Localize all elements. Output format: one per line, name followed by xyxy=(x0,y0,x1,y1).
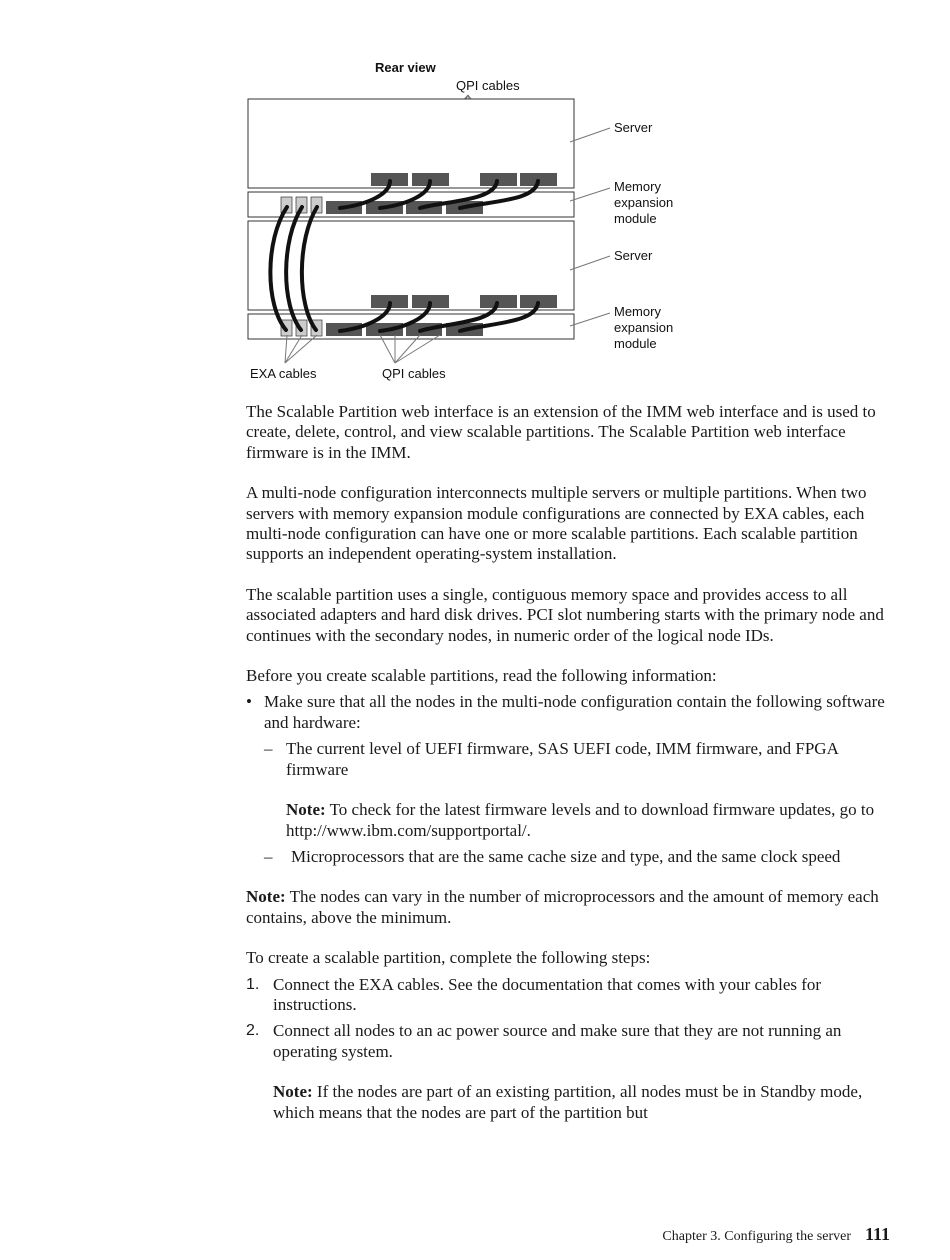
paragraph-before-you-create: Before you create scalable partitions, read the following information: xyxy=(246,666,717,686)
requirement-text: • Make sure that all the nodes in the multi-node configuration contain the following software and hardware: xyxy=(264,692,885,732)
sub-item-microprocessors-text: Microprocessors that are the same cache size and type, and the same clock speed xyxy=(291,846,841,866)
note-label: Note: xyxy=(286,800,326,820)
note-label: Note: xyxy=(273,1082,313,1102)
step-item xyxy=(246,975,896,1016)
label-server-2: Server xyxy=(614,248,653,263)
firmware-note xyxy=(286,800,896,841)
label-memory-module-2-line1: Memory xyxy=(614,304,661,319)
firmware-note-text: To check for the latest firmware levels and to download firmware updates, go to http://www.ibm.com/supportportal/. xyxy=(286,800,875,840)
paragraph-multi-node: A multi-node configuration interconnects multiple servers or multiple partitions. When two servers with memory expansion module configurations are connected by EXA cables, each multi-node configuration can have one or more scalable partitions. Each scalable partition supports an independent operating-system installation. xyxy=(246,483,867,564)
rear-view-diagram xyxy=(240,55,690,390)
paragraph-memory-space: The scalable partition uses a single, contiguous memory space and provides access to all associated adapters and hard disk drives. PCI slot numbering starts with the primary node and continues with the secondary nodes, in numeric order of the logical node IDs. xyxy=(246,584,884,645)
step-note-text: If the nodes are part of an existing partition, all nodes must be in Standby mode, which means that the nodes are part of the partition but xyxy=(273,1082,863,1122)
label-memory-module-2-line3: module xyxy=(614,336,657,351)
step-item xyxy=(246,1021,896,1123)
step-note xyxy=(273,1082,896,1123)
note-nodes-vary xyxy=(246,887,896,928)
dash-marker: – xyxy=(264,846,273,866)
sub-item-firmware-text: The current level of UEFI firmware, SAS UEFI code, IMM firmware, and FPGA firmware xyxy=(286,739,838,779)
note-nodes-vary-text: The nodes can vary in the number of microprocessors and the amount of memory each contains, above the minimum. xyxy=(246,887,879,927)
document-body xyxy=(246,402,896,1123)
requirements-list xyxy=(246,692,896,867)
page-footer xyxy=(662,1224,890,1245)
step-text: Connect all nodes to an ac power source and make sure that they are not running an operating system. xyxy=(273,1021,842,1061)
qpi-cables-bottom-label: QPI cables xyxy=(382,366,446,381)
label-memory-module-1-line3: module xyxy=(614,211,657,226)
steps-intro: To create a scalable partition, complete the following steps: xyxy=(246,948,651,968)
footer-chapter: Chapter 3. Configuring the server xyxy=(662,1229,851,1244)
exa-cables-label: EXA cables xyxy=(250,366,317,381)
side-label-leaders xyxy=(570,128,610,326)
paragraph-web-interface: The Scalable Partition web interface is an extension of the IMM web interface and is used to create, delete, control, and view scalable partitions. The Scalable Partition web interface firmware is in the IMM. xyxy=(246,402,876,462)
steps-list xyxy=(246,975,896,1123)
dash-marker: – xyxy=(264,739,273,759)
qpi-cables-top-label: QPI cables xyxy=(456,78,520,93)
sub-item-firmware xyxy=(264,739,896,841)
label-memory-module-1-line1: Memory xyxy=(614,179,661,194)
step-number: 1. xyxy=(246,975,260,993)
step-text: Connect the EXA cables. See the documentation that comes with your cables for instructions. xyxy=(273,974,822,1014)
label-memory-module-2-line2: expansion xyxy=(614,320,674,335)
requirement-sublist xyxy=(264,739,896,867)
figure-title: Rear view xyxy=(375,60,436,75)
note-label: Note: xyxy=(246,887,286,907)
label-server-1: Server xyxy=(614,120,653,135)
sub-item-microprocessors xyxy=(264,847,896,867)
requirement-item xyxy=(246,692,896,867)
label-memory-module-1-line2: expansion xyxy=(614,195,674,210)
step-number: 2. xyxy=(246,1022,260,1040)
page-number: 111 xyxy=(864,1224,890,1244)
